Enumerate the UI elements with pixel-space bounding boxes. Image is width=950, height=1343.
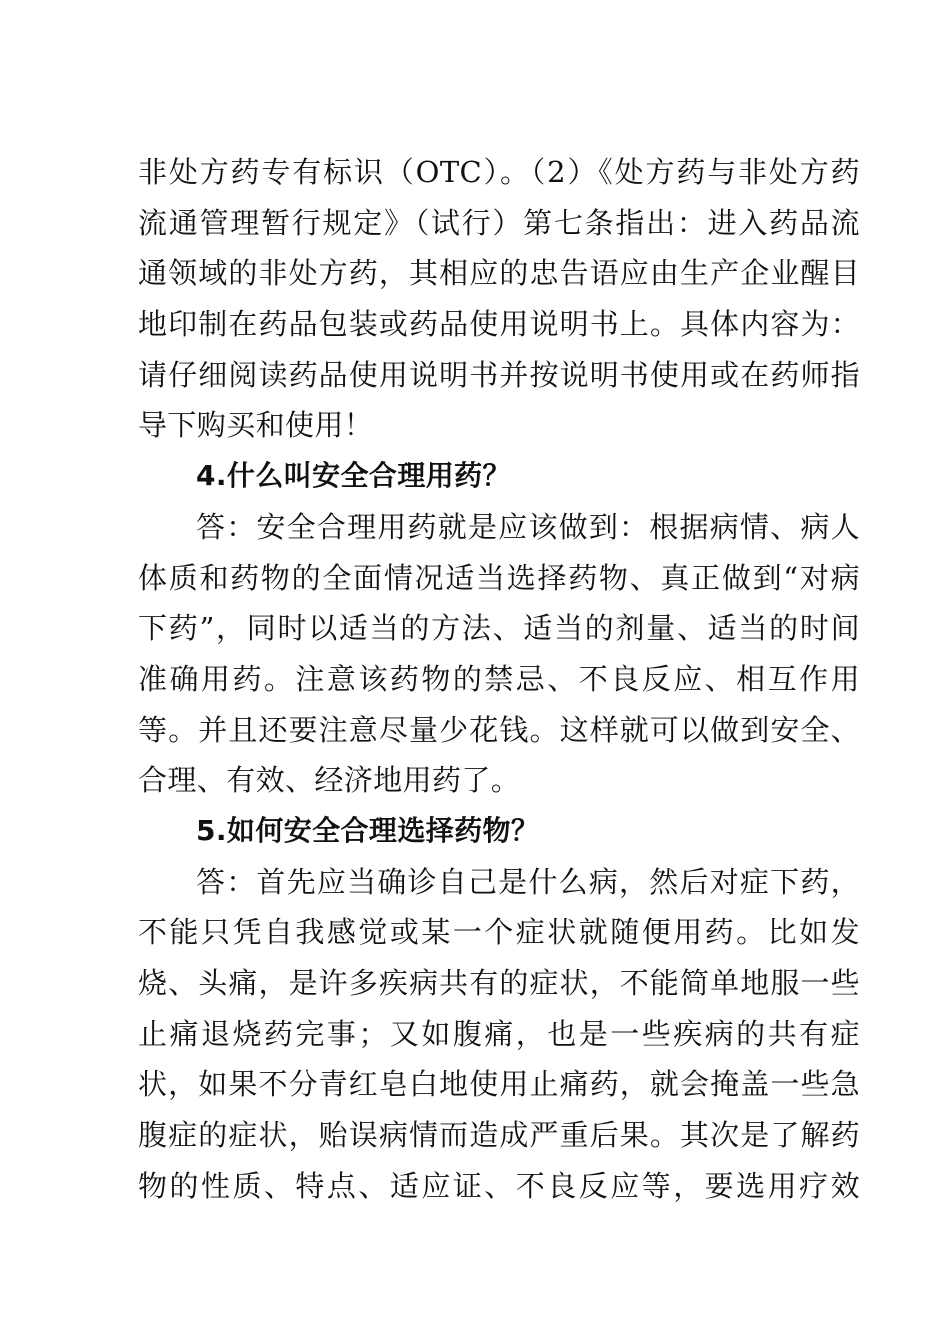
text-line: 不能只凭自我感觉或某一个症状就随便用药。比如发: [138, 915, 860, 950]
paragraph-answer-4: [138, 502, 860, 806]
text-line: 止痛退烧药完事；又如腹痛，也是一些疾病的共有症: [138, 1016, 860, 1051]
text-line: 物的性质、特点、适应证、不良反应等，要选用疗效: [138, 1168, 860, 1203]
text-line: 准确用药。注意该药物的禁忌、不良反应、相互作用: [138, 661, 860, 696]
text-line: 等。并且还要注意尽量少花钱。这样就可以做到安全、: [138, 712, 860, 747]
document-page: [138, 147, 860, 1211]
text-line: 状，如果不分青红皂白地使用止痛药，就会掩盖一些急: [138, 1067, 860, 1102]
section-heading-4: 4.什么叫安全合理用药？: [196, 459, 511, 493]
text-line: 烧、头痛，是许多疾病共有的症状，不能简单地服一些: [138, 966, 860, 1000]
paragraph-otc-label: [138, 147, 860, 451]
text-line: 非处方药专有标识（OTC）。（2）《处方药与非处方药: [138, 155, 860, 189]
text-line: 流通管理暂行规定》（试行）第七条指出：进入药品流: [138, 205, 860, 240]
paragraph-answer-5: [138, 857, 860, 1212]
text-line: 下药”，同时以适当的方法、适当的剂量、适当的时间: [138, 611, 860, 646]
text-line: 答：安全合理用药就是应该做到：根据病情、病人: [196, 509, 860, 544]
text-line: 导下购买和使用！: [138, 408, 374, 443]
section-heading-5: 5.如何安全合理选择药物？: [196, 813, 540, 847]
text-line: 请仔细阅读药品使用说明书并按说明书使用或在药师指: [138, 357, 860, 392]
text-line: 地印制在药品包装或药品使用说明书上。具体内容为：: [138, 307, 860, 342]
text-line: 答：首先应当确诊自己是什么病，然后对症下药，: [196, 864, 860, 899]
text-line: 体质和药物的全面情况适当选择药物、真正做到“对病: [138, 560, 860, 595]
text-line: 通领域的非处方药，其相应的忠告语应由生产企业醒目: [138, 256, 860, 291]
text-line: 合理、有效、经济地用药了。: [138, 763, 521, 798]
text-line: 腹症的症状，贻误病情而造成严重后果。其次是了解药: [138, 1118, 860, 1153]
